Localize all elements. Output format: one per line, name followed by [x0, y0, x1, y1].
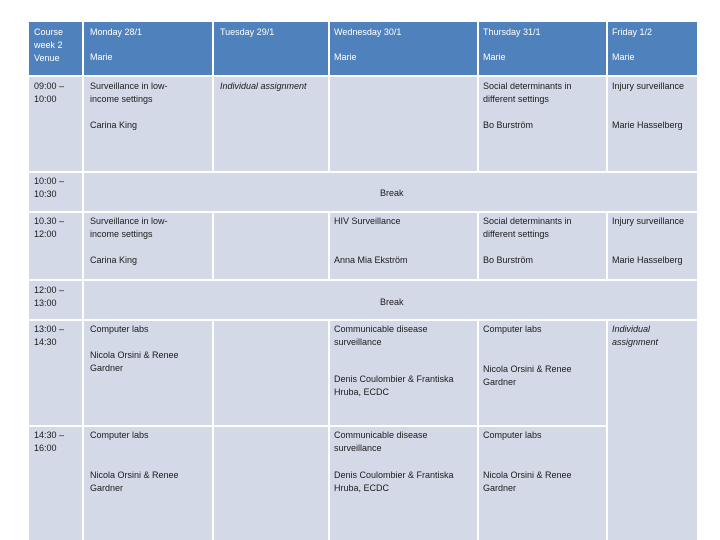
row1-tuesday-topic: Individual assignment: [220, 81, 307, 91]
row3-monday-topic: Computer labs: [90, 324, 149, 334]
break1-time: 10:00 – 10:30: [34, 176, 65, 199]
header-friday-cell: [607, 22, 697, 76]
row4-time-cell: [29, 426, 83, 540]
row2-wednesday-cell: [329, 212, 478, 280]
header-monday-cell: [83, 22, 213, 76]
grid-divider: [29, 319, 697, 321]
row4-thursday-speaker: Nicola Orsini & Renee Gardner: [483, 470, 572, 493]
header-wednesday-host: Marie: [334, 52, 357, 62]
break1-label: Break: [380, 188, 404, 198]
header-friday-label: Friday 1/2: [612, 27, 653, 37]
grid-divider: [29, 171, 697, 173]
row3-thursday-topic: Computer labs: [483, 324, 542, 334]
row4-thursday-topic: Computer labs: [483, 430, 542, 440]
row2-thursday-topic: Social determinants in different settings: [483, 216, 572, 239]
break1-time-cell: [29, 172, 83, 212]
row3-tuesday-cell: [213, 320, 329, 426]
row3-time: 13:00 – 14:30: [34, 324, 65, 347]
grid-divider: [606, 212, 608, 280]
row2-thursday-speaker: Bo Burström: [483, 255, 534, 265]
header-course-label: Course week 2 Venue: [34, 27, 64, 63]
row3-friday-cell: [607, 320, 697, 540]
header-thursday-cell: [478, 22, 607, 76]
grid-divider: [328, 320, 330, 540]
row4-monday-speaker: Nicola Orsini & Renee Gardner: [90, 470, 179, 493]
row2-wednesday-speaker: Anna Mia Ekström: [334, 255, 408, 265]
row4-wednesday-topic: Communicable disease surveillance: [334, 430, 428, 453]
row4-thursday-cell: [478, 426, 607, 540]
header-thursday-label: Thursday 31/1: [483, 27, 541, 37]
header-thursday-host: Marie: [483, 52, 506, 62]
row2-monday-topic: Surveillance in low-income settings: [90, 216, 168, 239]
header-course-cell: [29, 22, 83, 76]
row4-wednesday-cell: [329, 426, 478, 540]
row3-thursday-speaker: Nicola Orsini & Renee Gardner: [483, 364, 572, 387]
row1-friday-speaker: Marie Hasselberg: [612, 120, 683, 130]
grid-divider: [606, 22, 608, 172]
break2-time-cell: [29, 280, 83, 320]
header-wednesday-cell: [329, 22, 478, 76]
row3-wednesday-cell: [329, 320, 478, 426]
grid-divider: [477, 320, 479, 540]
grid-divider: [29, 279, 697, 281]
break2-span-cell: [83, 280, 697, 320]
header-friday-host: Marie: [612, 52, 635, 62]
grid-divider: [477, 22, 479, 172]
row3-friday-topic: Individual assignment: [612, 324, 659, 347]
break2-time: 12:00 – 13:00: [34, 285, 65, 308]
row4-wednesday-speaker: Denis Coulombier & Frantiska Hruba, ECDC: [334, 470, 454, 493]
row3-wednesday-topic: Communicable disease surveillance: [334, 324, 428, 347]
grid-divider: [82, 22, 84, 540]
row2-thursday-cell: [478, 212, 607, 280]
grid-divider: [477, 212, 479, 280]
grid-divider: [29, 75, 697, 77]
row4-monday-topic: Computer labs: [90, 430, 149, 440]
row3-time-cell: [29, 320, 83, 426]
row1-time: 09:00 – 10:00: [34, 81, 65, 104]
row2-friday-cell: [607, 212, 697, 280]
row1-thursday-speaker: Bo Burström: [483, 120, 534, 130]
header-tuesday-cell: [213, 22, 329, 76]
row3-monday-cell: [83, 320, 213, 426]
row4-tuesday-cell: [213, 426, 329, 540]
row1-thursday-topic: Social determinants in different settings: [483, 81, 572, 104]
row1-monday-speaker: Carina King: [90, 120, 138, 130]
grid-divider: [212, 212, 214, 280]
break1-span-cell: [83, 172, 697, 212]
row3-wednesday-speaker: Denis Coulombier & Frantiska Hruba, ECDC: [334, 374, 454, 397]
break2-label: Break: [380, 297, 404, 307]
header-monday-host: Marie: [90, 52, 113, 62]
row2-time: 10.30 – 12:00: [34, 216, 65, 239]
grid-divider: [29, 425, 607, 427]
row1-monday-topic: Surveillance in low-income settings: [90, 81, 168, 104]
row4-time: 14:30 – 16:00: [34, 430, 65, 453]
grid-divider: [212, 320, 214, 540]
row4-monday-cell: [83, 426, 213, 540]
row1-friday-topic: Injury surveillance: [612, 81, 685, 91]
grid-divider: [29, 211, 697, 213]
row3-monday-speaker: Nicola Orsini & Renee Gardner: [90, 350, 179, 373]
row3-thursday-cell: [478, 320, 607, 426]
row2-wednesday-topic: HIV Surveillance: [334, 216, 401, 226]
grid-divider: [328, 22, 330, 172]
row2-monday-cell: [83, 212, 213, 280]
row2-monday-speaker: Carina King: [90, 255, 138, 265]
row2-friday-speaker: Marie Hasselberg: [612, 255, 683, 265]
row2-tuesday-cell: [213, 212, 329, 280]
header-tuesday-label: Tuesday 29/1: [220, 27, 275, 37]
row2-time-cell: [29, 212, 83, 280]
header-wednesday-label: Wednesday 30/1: [334, 27, 402, 37]
header-monday-label: Monday 28/1: [90, 27, 143, 37]
row2-friday-topic: Injury surveillance: [612, 216, 685, 226]
grid-divider: [328, 212, 330, 280]
grid-divider: [606, 320, 608, 540]
grid-divider: [212, 22, 214, 172]
